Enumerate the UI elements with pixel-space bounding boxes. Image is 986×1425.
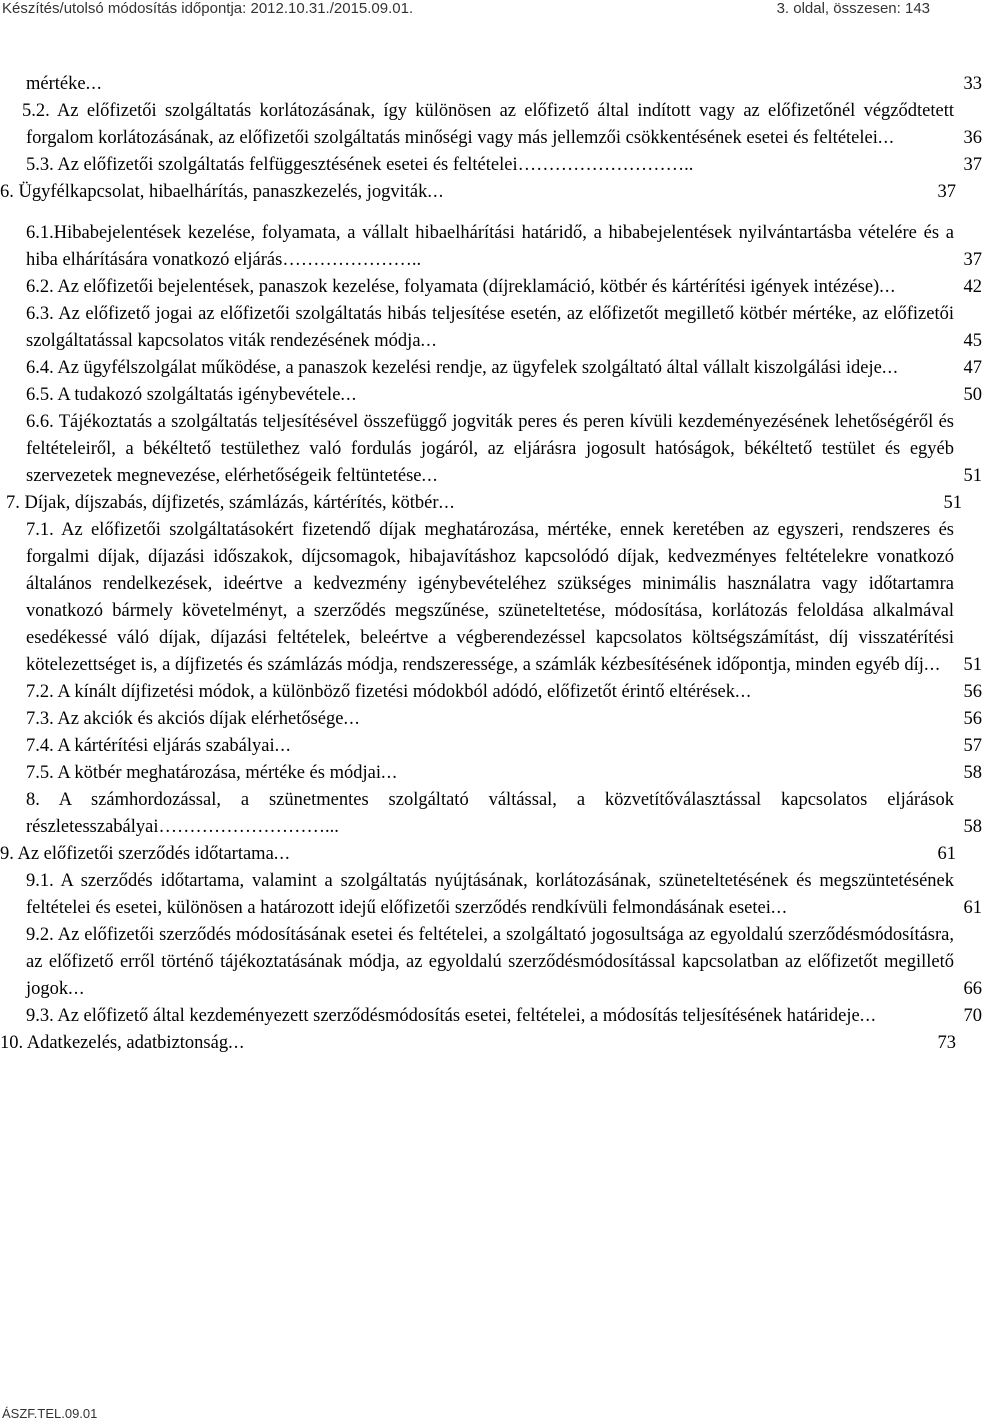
toc-page-number: 51: [932, 490, 962, 517]
page-footer: ÁSZF.TEL.09.01: [2, 1406, 98, 1421]
toc-entry[interactable]: 6.2. Az előfizetői bejelentések, panaszok kezelése, folyamata (díjreklamáció, kötbér és kártérítési igények intézése)... 42: [0, 274, 986, 301]
toc-entry[interactable]: mértéke... 33: [0, 71, 986, 98]
toc-entry[interactable]: 6.5. A tudakozó szolgáltatás igénybevétele... 50: [0, 382, 986, 409]
toc-page-number: 50: [952, 382, 982, 409]
toc-page-number: 73: [926, 1030, 956, 1057]
toc-entry[interactable]: 6.6. Tájékoztatás a szolgáltatás teljesítésével összefüggő jogviták peres és peren kívüli kezdeményezésének lehetőségéről és feltételeiről, a békéltető testülethez való fordulás jogáról, az eljárásra jogosult hatóságok, békéltető testület és egyéb szervezetek megnevezése, elérhetőségeik feltüntetése... 51: [0, 409, 986, 490]
toc-page-number: 51: [952, 463, 982, 490]
toc-entry[interactable]: 7. Díjak, díjszabás, díjfizetés, számlázás, kártérítés, kötbér... 51: [0, 490, 966, 517]
toc-entry[interactable]: 6.3. Az előfizető jogai az előfizetői szolgáltatás hibás teljesítése esetén, az előfizetőt megillető kötbér mértéke, az előfizetői szolgáltatással kapcsolatos viták rendezésének módja... 45: [0, 301, 986, 355]
toc-entry[interactable]: 7.3. Az akciók és akciós díjak elérhetősége... 56: [0, 706, 986, 733]
toc-entry[interactable]: 5.2. Az előfizetői szolgáltatás korlátozásának, így különösen az előfizető által indított vagy az előfizetőnél végződtetett forgalom korlátozásának, az előfizetői szolgáltatás minőségi vagy más jellemzői csökkentésének esetei és feltételei... 36: [0, 98, 986, 152]
toc-entry[interactable]: 6.1.Hibabejelentések kezelése, folyamata, a vállalt hibaelhárítási határidő, a hibabejelentések nyilvántartásba vételére és a hiba elhárítására vonatkozó eljárás………………….. 37: [0, 220, 986, 274]
toc-entry[interactable]: 6. Ügyfélkapcsolat, hibaelhárítás, panaszkezelés, jogviták... 37: [0, 179, 960, 206]
toc-page-number: 61: [926, 841, 956, 868]
toc-entry[interactable]: 9.2. Az előfizetői szerződés módosításának esetei és feltételei, a szolgáltató jogosultsága az egyoldalú szerződésmódosításra, az előfizető erről történő tájékoztatásának módja, az egyoldalú szerződésmódosítással kapcsolatban az előfizetőt megillető jogok... 66: [0, 922, 986, 1003]
toc-page-number: 61: [952, 895, 982, 922]
toc-entry[interactable]: 8. A számhordozással, a szünetmentes szolgáltató váltással, a közvetítőválasztással kapcsolatos eljárások részletesszabályai………………………... 58: [0, 787, 986, 841]
toc-page-number: 33: [952, 71, 982, 98]
toc-entry[interactable]: 7.5. A kötbér meghatározása, mértéke és módjai... 58: [0, 760, 986, 787]
toc-page-number: 70: [952, 1003, 982, 1030]
toc-page-number: 66: [952, 976, 982, 1003]
toc-entry[interactable]: 5.3. Az előfizetői szolgáltatás felfüggesztésének esetei és feltételei……………………….. 37: [0, 152, 986, 179]
toc-page-number: 57: [952, 733, 982, 760]
toc-page-number: 58: [952, 760, 982, 787]
toc-page-number: 37: [952, 247, 982, 274]
header-timestamp: Készítés/utolsó módosítás időpontja: 2012.10.31./2015.09.01.: [2, 0, 414, 17]
toc-entry[interactable]: 7.1. Az előfizetői szolgáltatásokért fizetendő díjak meghatározása, mértéke, ennek keretében az egyszeri, rendszeres és forgalmi díjak, díjazási időszakok, díjcsomagok, hibajavításhoz kapcsolódó díjak, kedvezményes feltételekre vonatkozó általános rendelkezések, ideértve a kedvezmény igénybevételéhez szükséges minimális használatra vagy időtartamra vonatkozó bármely követelményt, a szerződés megszűnése, szüneteltetése, módosítása, korlátozás feloldása alkalmával esedékessé váló díjak, díjazási feltételek, beleértve a végberendezéssel kapcsolatos költségszámítást, díj visszatérítési kötelezettséget is, a díjfizetés és számlázás módja, rendszeressége, a számlák kézbesítésének időpontja, minden egyéb díj... 51: [0, 517, 986, 679]
toc-page-number: 37: [926, 179, 956, 206]
toc-page-number: 58: [952, 814, 982, 841]
toc-page-number: 47: [952, 355, 982, 382]
toc-page-number: 45: [952, 328, 982, 355]
toc-page-number: 56: [952, 706, 982, 733]
toc-entry[interactable]: 10. Adatkezelés, adatbiztonság... 73: [0, 1030, 960, 1057]
toc-page-number: 37: [952, 152, 982, 179]
toc-entry[interactable]: 7.2. A kínált díjfizetési módok, a különböző fizetési módokból adódó, előfizetőt érintő eltérések... 56: [0, 679, 986, 706]
table-of-contents: [0, 71, 982, 1057]
toc-page-number: 56: [952, 679, 982, 706]
toc-entry[interactable]: 9.3. Az előfizető által kezdeményezett szerződésmódosítás esetei, feltételei, a módosítás teljesítésének határideje... 70: [0, 1003, 986, 1030]
toc-page-number: 42: [952, 274, 982, 301]
toc-page-number: 51: [952, 652, 982, 679]
header-page-count: 3. oldal, összesen: 143: [776, 0, 930, 17]
toc-page-number: 36: [952, 125, 982, 152]
page-header: [0, 0, 960, 22]
toc-entry[interactable]: 6.4. Az ügyfélszolgálat működése, a panaszok kezelési rendje, az ügyfelek szolgáltató által vállalt kiszolgálási ideje... 47: [0, 355, 986, 382]
toc-entry[interactable]: 9. Az előfizetői szerződés időtartama... 61: [0, 841, 960, 868]
toc-entry[interactable]: 9.1. A szerződés időtartama, valamint a szolgáltatás nyújtásának, korlátozásának, szüneteltetésének és megszüntetésének feltételei és esetei, különösen a határozott idejű előfizetői szerződés rendkívüli felmondásának esetei... 61: [0, 868, 986, 922]
toc-entry[interactable]: 7.4. A kártérítési eljárás szabályai... 57: [0, 733, 986, 760]
